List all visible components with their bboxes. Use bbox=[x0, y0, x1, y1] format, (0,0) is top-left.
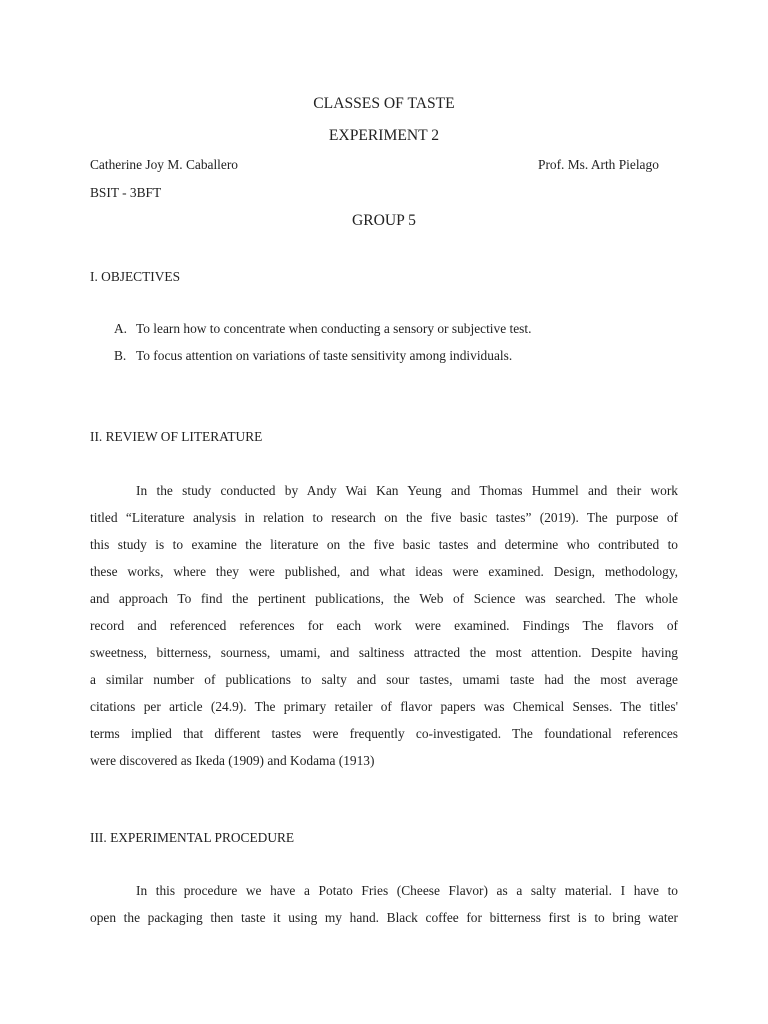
paragraph-line: were discovered as Ikeda (1909) and Kodama (1913) bbox=[90, 753, 375, 768]
document-subtitle: EXPERIMENT 2 bbox=[328, 127, 440, 144]
paragraph-line: open the packaging then taste it using my hand. Black coffee for bitterness first is to bring water bbox=[90, 910, 678, 925]
review-paragraph bbox=[90, 477, 678, 774]
paragraph-line: In this procedure we have a Potato Fries (Cheese Flavor) as a salty material. I have to bbox=[136, 883, 678, 898]
group-label: GROUP 5 bbox=[352, 212, 416, 229]
list-item-text: To focus attention on variations of taste sensitivity among individuals. bbox=[136, 348, 513, 363]
objectives-heading: I. OBJECTIVES bbox=[90, 269, 181, 284]
paragraph-line: terms implied that different tastes were frequently co-investigated. The foundational references bbox=[90, 726, 678, 741]
paragraph-line: citations per article (24.9). The primary retailer of flavor papers was Chemical Senses. The titles' bbox=[90, 699, 678, 714]
author-name: Catherine Joy M. Caballero bbox=[90, 157, 239, 172]
procedure-heading: III. EXPERIMENTAL PROCEDURE bbox=[90, 830, 295, 845]
paragraph-line: sweetness, bitterness, sourness, umami, and saltiness attracted the most attention. Despite having bbox=[90, 645, 678, 660]
procedure-paragraph bbox=[90, 877, 678, 931]
list-item bbox=[114, 319, 531, 339]
course-code: BSIT - 3BFT bbox=[90, 185, 162, 200]
paragraph-line: these works, where they were published, and what ideas were examined. Design, methodology, bbox=[90, 564, 678, 579]
paragraph-line: and approach To find the pertinent publications, the Web of Science was searched. The whole bbox=[90, 591, 678, 606]
list-marker: A. bbox=[114, 321, 128, 336]
paragraph-line: record and referenced references for each work were examined. Findings The flavors of bbox=[90, 618, 678, 633]
list-item bbox=[114, 346, 512, 366]
document-title: CLASSES OF TASTE bbox=[313, 95, 455, 112]
professor-name: Prof. Ms. Arth Pielago bbox=[538, 157, 659, 172]
list-item-text: To learn how to concentrate when conducting a sensory or subjective test. bbox=[136, 321, 532, 336]
paragraph-line: this study is to examine the literature on the five basic tastes and determine who contributed to bbox=[90, 537, 678, 552]
paragraph-line: In the study conducted by Andy Wai Kan Yeung and Thomas Hummel and their work bbox=[136, 483, 678, 498]
paragraph-line: titled “Literature analysis in relation to research on the five basic tastes” (2019). The purpose of bbox=[90, 510, 678, 525]
review-heading: II. REVIEW OF LITERATURE bbox=[90, 429, 263, 444]
paragraph-line: a similar number of publications to salty and sour tastes, umami taste had the most average bbox=[90, 672, 678, 687]
list-marker: B. bbox=[114, 348, 127, 363]
